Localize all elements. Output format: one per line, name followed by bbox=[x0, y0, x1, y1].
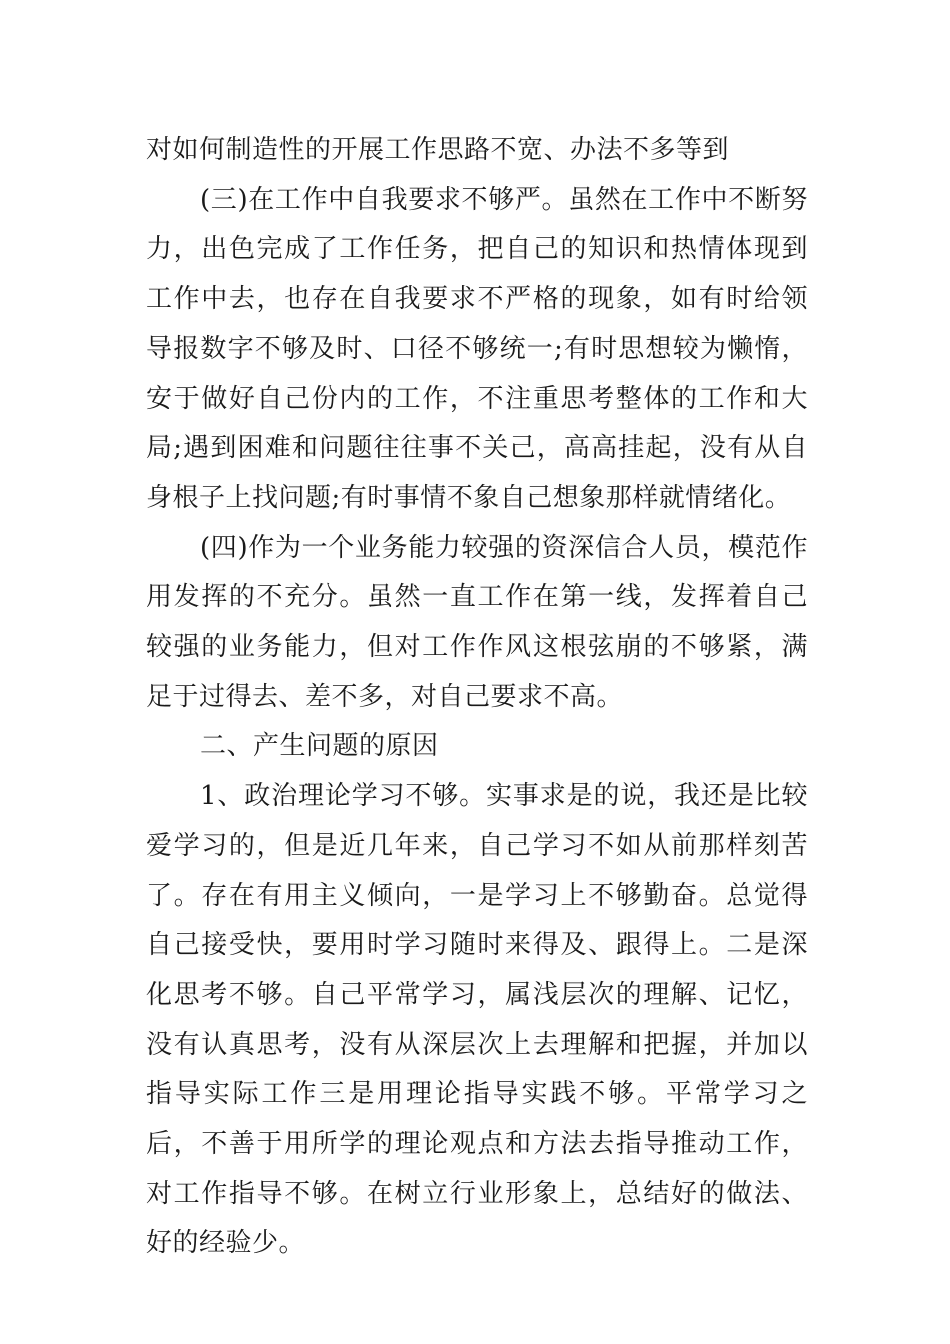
paragraph-cause-1: 1、政治理论学习不够。实事求是的说，我还是比较爱学习的，但是近几年来，自己学习不如从前那样刻苦了。存在有用主义倾向，一是学习上不够勤奋。总觉得自己接受快，要用时学习随时来得及、跟得上。二是深化思考不够。自己平常学习，属浅层次的理解、记忆，没有认真思考，没有从深层次上去理解和把握，并加以指导实际工作三是用理论指导实践不够。平常学习之后，不善于用所学的理论观点和方法去指导推动工作，对工作指导不够。在树立行业形象上，总结好的做法、好的经验少。 bbox=[146, 781, 808, 1259]
section-heading-causes: 二、产生问题的原因 bbox=[200, 731, 439, 762]
paragraph-section-4: (四)作为一个业务能力较强的资深信合人员，模范作用发挥的不充分。虽然一直工作在第一线，发挥着自己较强的业务能力，但对工作作风这根弦崩的不够紧，满足于过得去、差不多，对自己要求不高。 bbox=[146, 532, 808, 712]
paragraph-section-3: (三)在工作中自我要求不够严。虽然在工作中不断努力，出色完成了工作任务，把自己的知识和热情体现到工作中去，也存在自我要求不严格的现象，如有时给领导报数字不够及时、口径不够统一;有时思想较为懒惰，安于做好自己份内的工作，不注重思考整体的工作和大局;遇到困难和问题往往事不关己，高高挂起，没有从自身根子上找问题;有时事情不象自己想象那样就情绪化。 bbox=[146, 184, 808, 513]
paragraph-continuation: 对如何制造性的开展工作思路不宽、办法不多等到 bbox=[146, 135, 730, 165]
document-body bbox=[146, 126, 808, 1269]
